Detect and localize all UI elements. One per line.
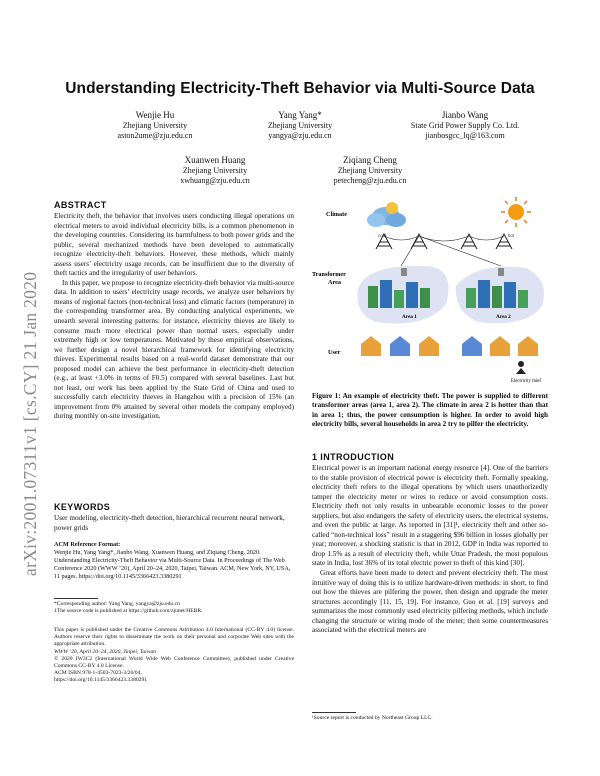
label-electricity-thief: Electricity thief [511, 379, 541, 384]
author-email: petecheng@zju.edu.cn [333, 176, 407, 185]
abstract-body [54, 212, 294, 422]
users-area-1 [361, 336, 439, 356]
author-block-1 [95, 110, 215, 142]
author-block-5 [310, 155, 430, 187]
acm-reference-label: ACM Reference Format: [54, 541, 121, 548]
license-text: This paper is published under the Creative Commons Attribution 4.0 International (CC-BY 4.0) license. Authors reserve their rights to disseminate the work on their personal and corporate Web sites with the appropriate attribution. [54, 627, 294, 648]
users-area-2 [462, 336, 538, 356]
author-affiliation: Zhejiang University [267, 120, 333, 130]
footnote-corresponding: *Corresponding author: Yang Yang, yangya@zju.edu.cn [54, 601, 180, 607]
label-area: Area [328, 279, 341, 286]
paper-title: Understanding Electricity-Theft Behavior via Multi-Source Data [65, 80, 535, 97]
abstract-paragraph-2: In this paper, we propose to recognize electricity-theft behavior via multi-source data. In addition to users’ electricity usage records, we analyze user behaviors by means of regional factors (non-technical loss) and climatic factors (temperature) in the corresponding transformer area. By conducting analytical experiments, we unearth several interesting patterns: for instance, electricity thieves are likely to consume much more electrical power than normal users, especially under extremely high or low temperatures. Motivated by these empirical observations, we further design a novel hierarchical framework for identifying electricity thieves. Experimental results based on a real-world dataset demonstrate that our proposed model can achieve the best performance in electricity-theft detection (e.g., at least +3.0% in terms of F0.5) compared with several baselines. Last but not least, our work has been applied by the State Grid of China and used to successfully catch electricity thieves in Hangzhou with a precision of 15% (an improvement from 0% attained by several other models the company employed) during monthly on-site investigation. [54, 278, 294, 421]
conference-line: WWW ’20, April 20–24, 2020, Taipei, Taiwan [54, 648, 157, 655]
author-email: yangya@zju.edu.cn [268, 131, 332, 140]
keywords-heading: KEYWORDS [54, 502, 111, 512]
author-email: aston2ume@zju.edu.cn [117, 131, 193, 140]
figure-1-caption: Figure 1: An example of electricity theft. The power is supplied to different transformer areas (area 1, area 2). The climate in area 2 is hotter than that in area 1; thus, the power consumption is higher. In order to avoid high electricity bills, several households in area 2 try to pilfer the electricity. [312, 392, 548, 429]
electricity-thief-icon [516, 361, 526, 374]
copyright-line: © 2020 IW3C2 (International World Wide Web Conference Committee), published under Creative Commons CC-BY 4.0 License. [54, 655, 294, 670]
introduction-heading: 1 INTRODUCTION [312, 452, 395, 462]
abstract-paragraph-1: Electricity theft, the behavior that involves users conducting illegal operations on electrical meters to avoid individual electricity bills, is a common phenomenon in the developing countries. Considering its harmfulness to both power grids and the public, several mechanized methods have been developed to automatically recognize electricity-theft behaviors. However, these methods, which mainly assess users’ electricity usage records, can be insufficient due to the diversity of theft tactics and the irregularity of user behaviors. [54, 212, 294, 278]
label-hot: hot [508, 234, 515, 239]
author-affiliation: State Grid Power Supply Co. Ltd. [410, 120, 520, 130]
sun-icon [501, 197, 531, 227]
author-block-3 [385, 110, 545, 142]
license-block [54, 627, 294, 685]
arxiv-stamp [8, 206, 40, 576]
author-email: xwhuang@zju.edu.cn [180, 176, 250, 185]
arxiv-id: arXiv:2001.07311v1 [cs.CY] 21 Jan 2020 [20, 271, 40, 576]
label-user: User [328, 349, 341, 356]
author-name: Ziqiang Cheng [343, 155, 397, 165]
label-transformer: Transformer [312, 271, 346, 278]
acm-reference-text: Wenjie Hu, Yang Yang*, Jianbo Wang, Xuanwen Huang, and Ziqiang Cheng. 2020. Understanding Electricity-Theft Behavior via Multi-Source Data. In Proceedings of The Web Conference 2020 (WWW ’20), April 20–24, 2020, Taipei, Taiwan. ACM, New York, NY, USA, 11 pages. https://doi.org/10.1145/3366423.3380291 [54, 549, 291, 580]
footnote-rule-right [312, 712, 356, 713]
author-block-4 [155, 155, 275, 187]
author-name: Xuanwen Huang [184, 155, 246, 165]
cloud-icon [367, 202, 406, 227]
transmission-lines [376, 234, 512, 266]
author-email: jianbosgcc_lq@163.com [425, 131, 505, 140]
author-block-2 [240, 110, 360, 142]
introduction-body [312, 464, 548, 636]
label-area-1: Area 1 [402, 314, 417, 320]
label-climate: Climate [326, 211, 347, 218]
author-name: Jianbo Wang [441, 110, 489, 120]
abstract-heading: ABSTRACT [54, 200, 107, 210]
author-name: Yang Yang* [278, 110, 322, 120]
author-affiliation: Zhejiang University [337, 165, 403, 175]
doi-line: https://doi.org/10.1145/3366423.3380291 [54, 677, 148, 684]
figure-1-illustration [306, 194, 550, 390]
label-area-2: Area 2 [496, 314, 511, 320]
footnote-source-code: 1The source code is published at https://github.com/zjunet/HEBR. [54, 608, 203, 615]
footnotes-left [54, 601, 294, 615]
author-name: Wenjie Hu [135, 110, 175, 120]
author-affiliation: Zhejiang University [122, 120, 188, 130]
isbn-line: ACM ISBN 978-1-4503-7023-3/20/04. [54, 670, 142, 677]
label-cold: cold [378, 234, 387, 239]
introduction-paragraph-1: Electrical power is an important national energy resource [4]. One of the barriers to the stable provision of electrical power is electricity theft. Formally speaking, electricity theft refers to the illegal operations by which users unauthorizedly tamper the electricity meter or wires to reduce or avoid consumption costs. Electricity theft not only results in unbearable economic losses to the power suppliers, but also endangers the safety of electricity users, the electrical systems, and even the public at large. As reported in [31]¹, electricity theft and other so-called “non-technical loss” result in a staggering $96 billion in losses globally per year; moreover, a shocking statistic is that in 2012, GDP in India was reported to drop 1.5% as a result of electricity theft, while Uttar Pradesh, the most populous state in India, lost 36% of its total electric power to theft of this kind [30]. [312, 464, 548, 568]
footnote-right: ¹Source report is conducted by Northeast Group LLC. [312, 715, 433, 721]
footnote-rule [54, 598, 98, 599]
introduction-paragraph-2: Great efforts have been made to detect and prevent electricity theft. The most intuitive way of doing this is to utilize hardware-driven methods: in short, to find out how the thieves are pilfering the power, then design and upgrade the meter structures accordingly [11, 15, 19]. For instance, Guo et al. [19] surveys and summarizes the most commonly used electricity pilfering methods, which include changing the structure or wiring mode of the meter; then some countermeasures associated with the electrical meters are [312, 569, 548, 635]
keywords-text: User modeling, electricity-theft detection, hierarchical recurrent neural network, power grids [54, 514, 285, 532]
author-affiliation: Zhejiang University [182, 165, 248, 175]
